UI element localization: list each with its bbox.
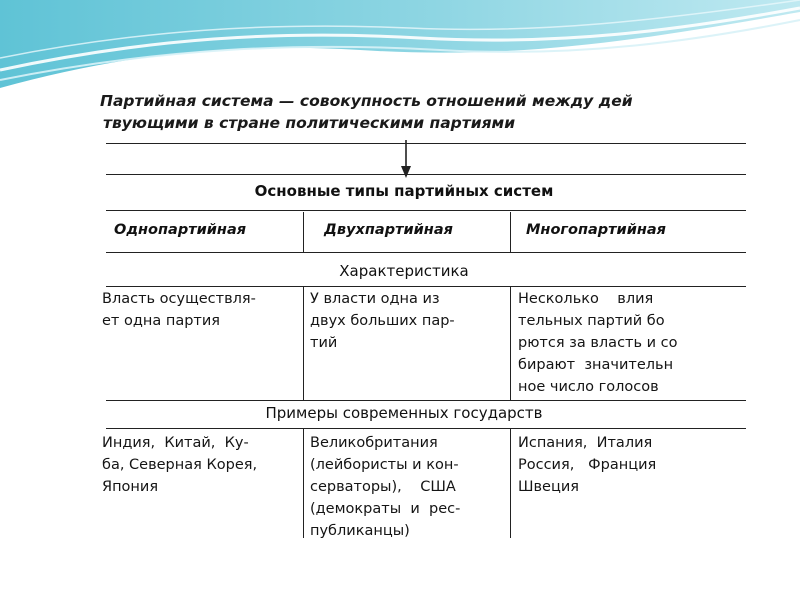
divider xyxy=(106,210,746,211)
section-title-examples: Примеры современных государств xyxy=(265,404,543,422)
divider xyxy=(106,428,746,429)
divider xyxy=(106,143,746,144)
definition-term: Партийная система xyxy=(100,92,274,110)
characteristic-one-party: Власть осуществля- ет одна партия xyxy=(102,291,256,329)
divider xyxy=(106,400,746,401)
column-divider xyxy=(510,428,511,538)
column-divider xyxy=(510,286,511,400)
examples-one-party: Индия, Китай, Ку- ба, Северная Корея, Япония xyxy=(102,435,258,495)
column-header-two-party: Двухпартийная xyxy=(324,222,453,238)
divider xyxy=(106,286,746,287)
decorative-wave-header xyxy=(0,0,800,90)
column-divider xyxy=(303,428,304,538)
column-header-multi-party: Многопартийная xyxy=(526,222,666,238)
column-divider xyxy=(510,212,511,252)
section-title-characteristics: Характеристика xyxy=(339,262,469,280)
divider xyxy=(106,174,746,175)
examples-two-party: Великобритания (лейбористы и кон- серваторы), США (демократы и рес- публиканцы) xyxy=(310,435,461,539)
characteristic-multi-party: Несколько влия тельных партий бо рются за власть и со бирают значительн ное число голосов xyxy=(518,291,678,395)
column-divider xyxy=(303,212,304,252)
scanned-table-image xyxy=(100,82,702,539)
examples-multi-party: Испания, Италия Россия, Франция Швеция xyxy=(518,435,657,495)
table-title: Основные типы партийных систем xyxy=(254,182,554,200)
column-divider xyxy=(303,286,304,400)
definition-line1: — совокупность отношений между дей xyxy=(273,92,633,110)
column-header-one-party: Однопартийная xyxy=(114,222,247,238)
definition-text xyxy=(100,90,746,134)
characteristic-two-party: У власти одна из двух больших пар- тий xyxy=(310,291,455,351)
divider xyxy=(106,252,746,253)
definition-line2: твующими в стране политическими партиями xyxy=(103,114,516,132)
